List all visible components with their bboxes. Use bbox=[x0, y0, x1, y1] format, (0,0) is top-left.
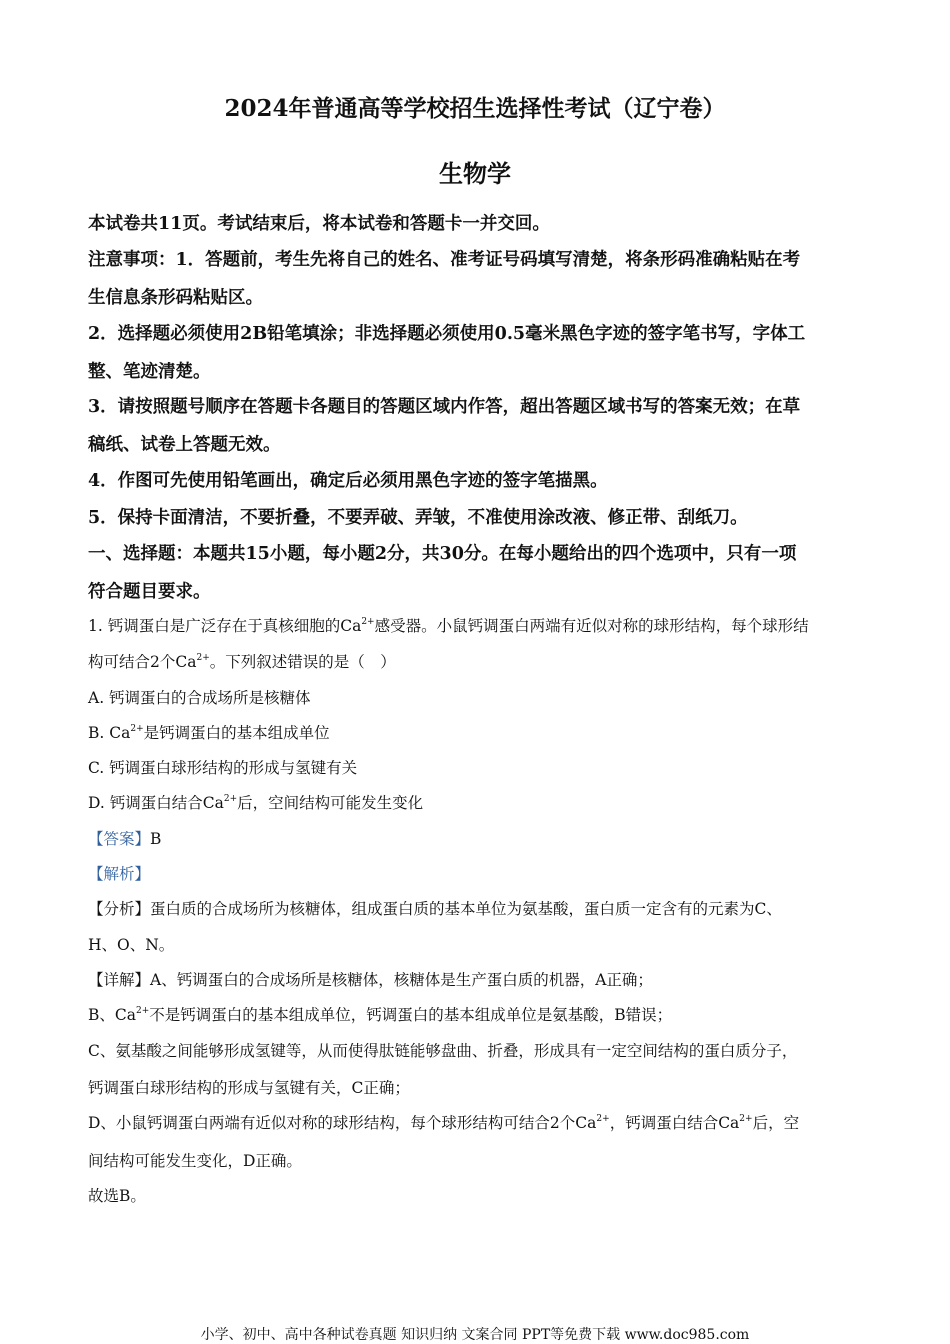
xiangjie-d: D、小鼠钙调蛋白两端有近似对称的球形结构，每个球形结构可结合2个$Ca^{2+}$，钙调蛋白结合$Ca^{2+}$后，空 bbox=[88, 1114, 800, 1132]
notice-item-1: 注意事项：1．答题前，考生先将自己的姓名、准考证号码填写清楚，将条形码准确粘贴在考 bbox=[88, 250, 801, 270]
fenxi-line-cont: H、O、N。 bbox=[88, 936, 175, 954]
xiangjie-d-cont: 间结构可能发生变化，D正确。 bbox=[88, 1152, 302, 1170]
answer-line bbox=[88, 827, 870, 849]
section-heading: 一、选择题：本题共15小题，每小题2分，共30分。在每小题给出的四个选项中，只有一项 bbox=[88, 544, 797, 564]
option-b: B. $Ca^{2+}$是钙调蛋白的基本组成单位 bbox=[88, 724, 330, 742]
exam-title: 2024年普通高等学校招生选择性考试（辽宁卷） bbox=[224, 95, 726, 122]
answer-label: 【答案】 bbox=[88, 830, 151, 848]
notice-item-2-cont: 整、笔迹清楚。 bbox=[88, 362, 211, 382]
notice-item-4: 4．作图可先使用铅笔画出，确定后必须用黑色字迹的签字笔描黑。 bbox=[88, 471, 608, 491]
option-a: A. 钙调蛋白的合成场所是核糖体 bbox=[88, 689, 311, 707]
notice-item-3: 3．请按照题号顺序在答题卡各题目的答题区域内作答，超出答题区域书写的答案无效；在草 bbox=[88, 397, 801, 417]
xiangjie-b: B、$Ca^{2+}$不是钙调蛋白的基本组成单位，钙调蛋白的基本组成单位是氨基酸，B错误； bbox=[88, 1006, 673, 1024]
question-1-stem-cont: 构可结合2个$Ca^{2+}$。下列叙述错误的是（ ） bbox=[88, 653, 396, 671]
xiangjie-c-cont: 钙调蛋白球形结构的形成与氢键有关，C正确； bbox=[88, 1079, 410, 1097]
option-d: D. 钙调蛋白结合$Ca^{2+}$后，空间结构可能发生变化 bbox=[88, 794, 424, 812]
xiangjie-a: 【详解】A、钙调蛋白的合成场所是核糖体，核糖体是生产蛋白质的机器，A正确； bbox=[88, 971, 653, 989]
notice-item-2: 2．选择题必须使用2B铅笔填涂；非选择题必须使用0.5毫米黑色字迹的签字笔书写，字体工 bbox=[88, 324, 806, 344]
section-heading-cont: 符合题目要求。 bbox=[88, 582, 211, 602]
answer-value: B bbox=[150, 830, 162, 848]
fenxi-line: 【分析】蛋白质的合成场所为核糖体，组成蛋白质的基本单位为氨基酸，蛋白质一定含有的元素为C、 bbox=[88, 900, 782, 918]
footer-text: 小学、初中、高中各种试卷真题 知识归纳 文案合同 PPT等免费下载 www.doc985.com bbox=[200, 1327, 750, 1343]
subject-title: 生物学 bbox=[439, 159, 511, 188]
notice-intro: 本试卷共11页。考试结束后，将本试卷和答题卡一并交回。 bbox=[88, 214, 550, 234]
notice-item-5: 5．保持卡面清洁，不要折叠，不要弄破、弄皱，不准使用涂改液、修正带、刮纸刀。 bbox=[88, 508, 748, 528]
option-c: C. 钙调蛋白球形结构的形成与氢键有关 bbox=[88, 759, 358, 777]
notice-item-1-cont: 生信息条形码粘贴区。 bbox=[88, 288, 263, 308]
conclusion: 故选B。 bbox=[88, 1187, 146, 1205]
notice-item-3-cont: 稿纸、试卷上答题无效。 bbox=[88, 435, 281, 455]
xiangjie-c: C、氨基酸之间能够形成氢键等，从而使得肽链能够盘曲、折叠，形成具有一定空间结构的蛋白质分子， bbox=[88, 1042, 798, 1060]
analysis-label: 【解析】 bbox=[88, 865, 151, 883]
question-1-stem: 1. 钙调蛋白是广泛存在于真核细胞的$Ca^{2+}$感受器。小鼠钙调蛋白两端有近似对称的球形结构，每个球形结 bbox=[88, 617, 809, 635]
